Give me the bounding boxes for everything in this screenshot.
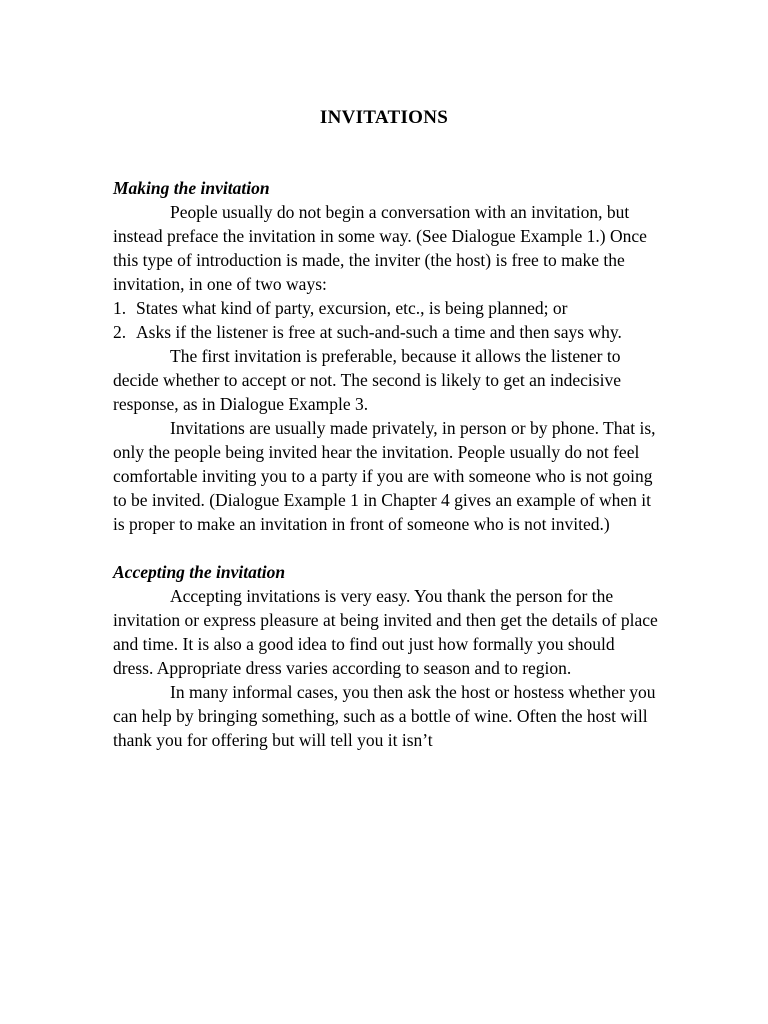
paragraph: The first invitation is preferable, because it allows the listener to decide whether to accept or not. The second is likely to get an indecisive response, as in Dialogue Example 3. [113, 346, 621, 414]
list-item [113, 320, 658, 344]
list-item-text: States what kind of party, excursion, etc., is being planned; or [136, 298, 568, 318]
section-spacer [113, 536, 658, 560]
page-title: INVITATIONS [319, 107, 449, 128]
list-item-number: 1. [113, 298, 127, 318]
section-heading: Making the invitation [113, 178, 270, 198]
paragraph: Accepting invitations is very easy. You thank the person for the invitation or express pleasure at being invited and then get the details of place and time. It is also a good idea to find out just how formally you should dress. Appropriate dress varies according to season and to region. [113, 586, 658, 678]
list-item-number: 2. [113, 322, 127, 342]
section-heading: Accepting the invitation [113, 562, 286, 582]
numbered-list [113, 296, 658, 344]
paragraph: People usually do not begin a conversation with an invitation, but instead preface the invitation in some way. (See Dialogue Example 1.) Once this type of introduction is made, the inviter (the host) is free to make the invitation, in one of two ways: [113, 202, 647, 294]
paragraph: In many informal cases, you then ask the host or hostess whether you can help by bringing something, such as a bottle of wine. Often the host will thank you for offering but will tell you it isn’t [113, 682, 656, 750]
section-accepting-invitation [113, 560, 658, 752]
list-item-text: Asks if the listener is free at such-and-such a time and then says why. [136, 322, 622, 342]
section-making-invitation [113, 176, 658, 536]
paragraph: Invitations are usually made privately, in person or by phone. That is, only the people being invited hear the invitation. People usually do not feel comfortable inviting you to a party if you are with someone who is not going to be invited. (Dialogue Example 1 in Chapter 4 gives an example of when it is proper to make an invitation in front of someone who is not invited.) [113, 418, 656, 534]
list-item [113, 296, 658, 320]
document-body [113, 176, 658, 752]
